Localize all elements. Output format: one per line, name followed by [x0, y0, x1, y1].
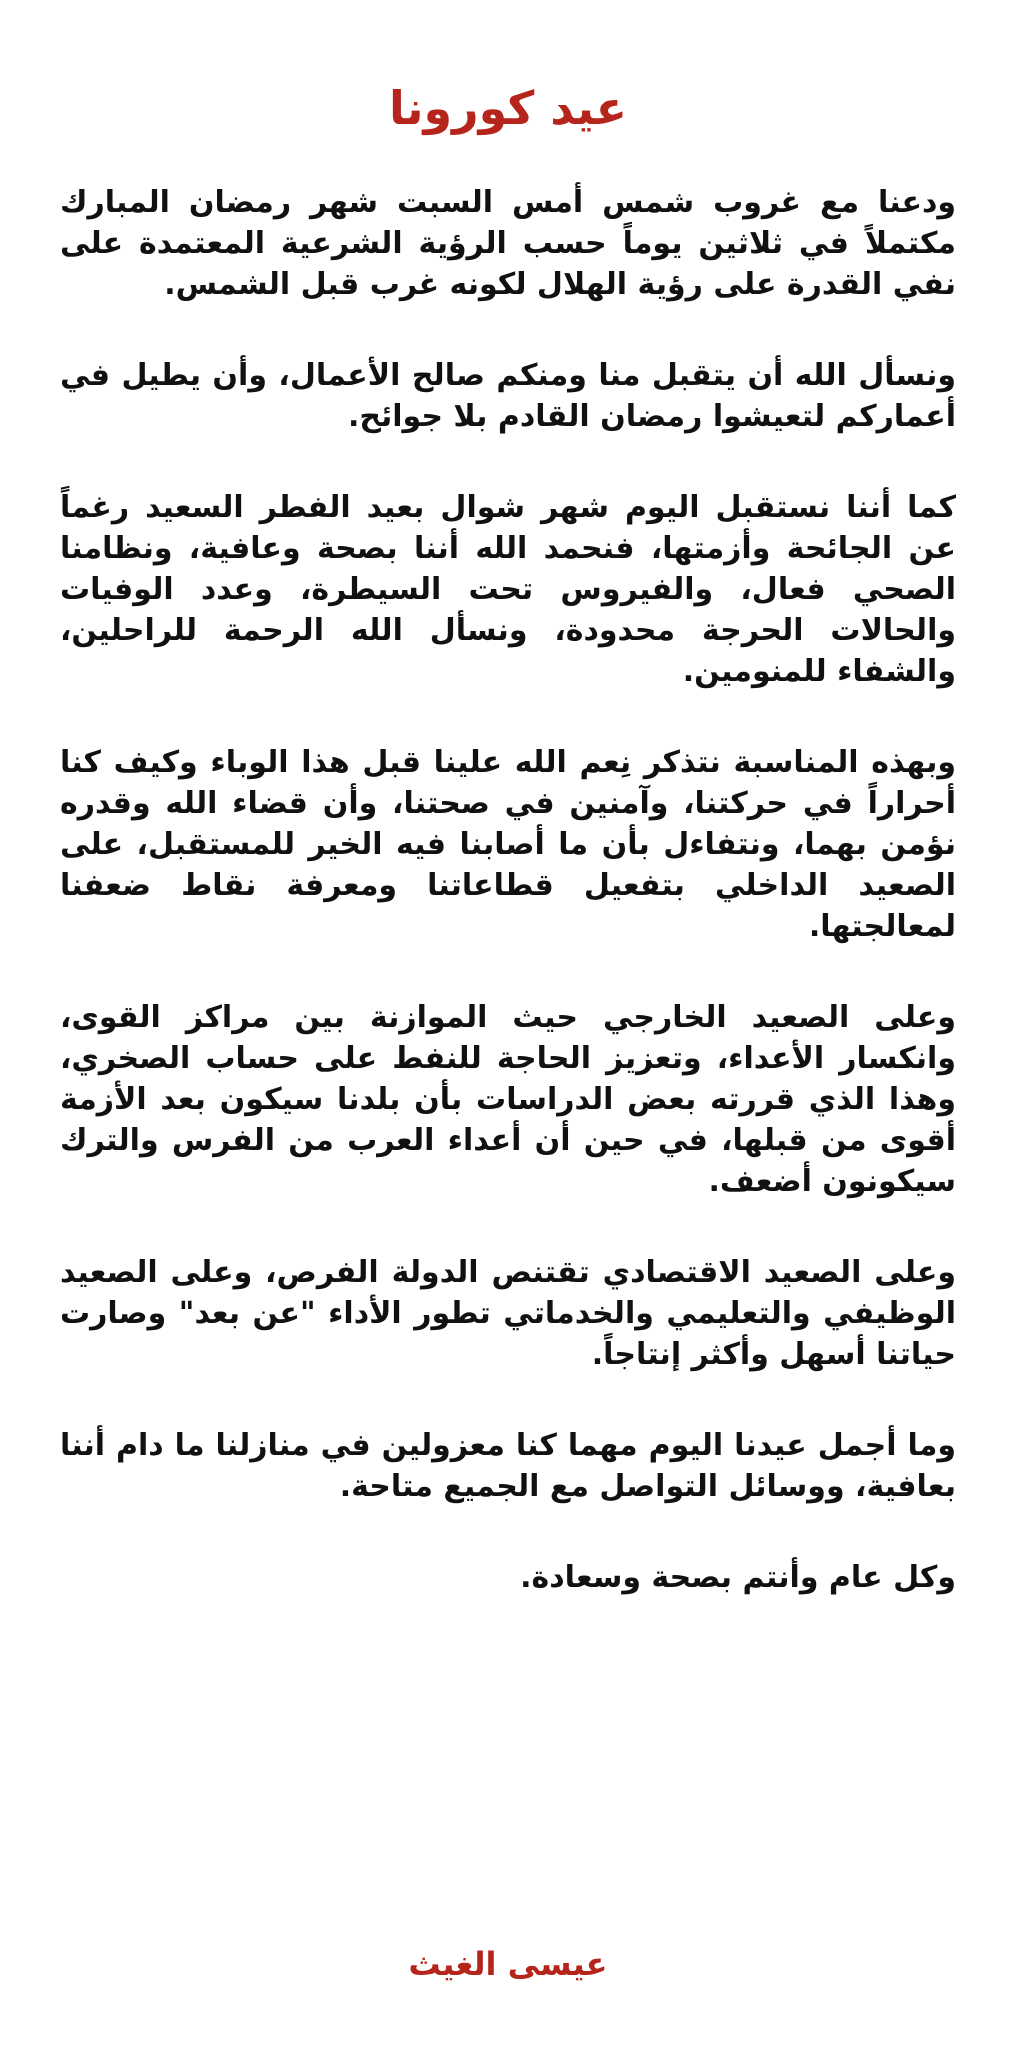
author-signature: عيسى الغيث	[408, 1945, 608, 1983]
paragraph-8: وكل عام وأنتم بصحة وسعادة.	[520, 1560, 956, 1595]
paragraph-5: وعلى الصعيد الخارجي حيث الموازنة بين مراكز القوى، وانكسار الأعداء، وتعزيز الحاجة للنفط على حساب الصخري، وهذا الذي قررته بعض الدراسات بأن بلدنا سيكون بعد الأزمة أقوى من قبلها، في حين أن أعداء العرب من الفرس والترك سيكونون أضعف.	[60, 1000, 956, 1199]
paragraph-7: وما أجمل عيدنا اليوم مهما كنا معزولين في منازلنا ما دام أننا بعافية، ووسائل التواصل مع الجميع متاحة.	[60, 1428, 956, 1504]
article-title: عيد كورونا	[389, 81, 627, 135]
paragraph-3: كما أننا نستقبل اليوم شهر شوال بعيد الفطر السعيد رغماً عن الجائحة وأزمتها، فنحمد الله أننا بصحة وعافية، ونظامنا الصحي فعال، والفيروس تحت السيطرة، وعدد الوفيات والحالات الحرجة محدودة، ونسأل الله الرحمة للراحلين، والشفاء للمنومين.	[60, 490, 956, 689]
paragraph-4: وبهذه المناسبة نتذكر نِعم الله علينا قبل هذا الوباء وكيف كنا أحراراً في حركتنا، وآمنين في صحتنا، وأن قضاء الله وقدره نؤمن بهما، ونتفاءل بأن ما أصابنا فيه الخير للمستقبل، على الصعيد الداخلي بتفعيل قطاعاتنا ومعرفة نقاط ضعفنا لمعالجتها.	[60, 745, 956, 944]
paragraph-1: ودعنا مع غروب شمس أمس السبت شهر رمضان المبارك مكتملاً في ثلاثين يوماً حسب الرؤية الشرعية المعتمدة على نفي القدرة على رؤية الهلال لكونه غرب قبل الشمس.	[60, 185, 956, 302]
paragraph-6: وعلى الصعيد الاقتصادي تقتنص الدولة الفرص، وعلى الصعيد الوظيفي والتعليمي والخدماتي تطور الأداء "عن بعد" وصارت حياتنا أسهل وأكثر إنتاجاً.	[60, 1255, 956, 1372]
paragraph-2: ونسأل الله أن يتقبل منا ومنكم صالح الأعمال، وأن يطيل في أعماركم لتعيشوا رمضان القادم بلا جوائح.	[60, 358, 956, 434]
